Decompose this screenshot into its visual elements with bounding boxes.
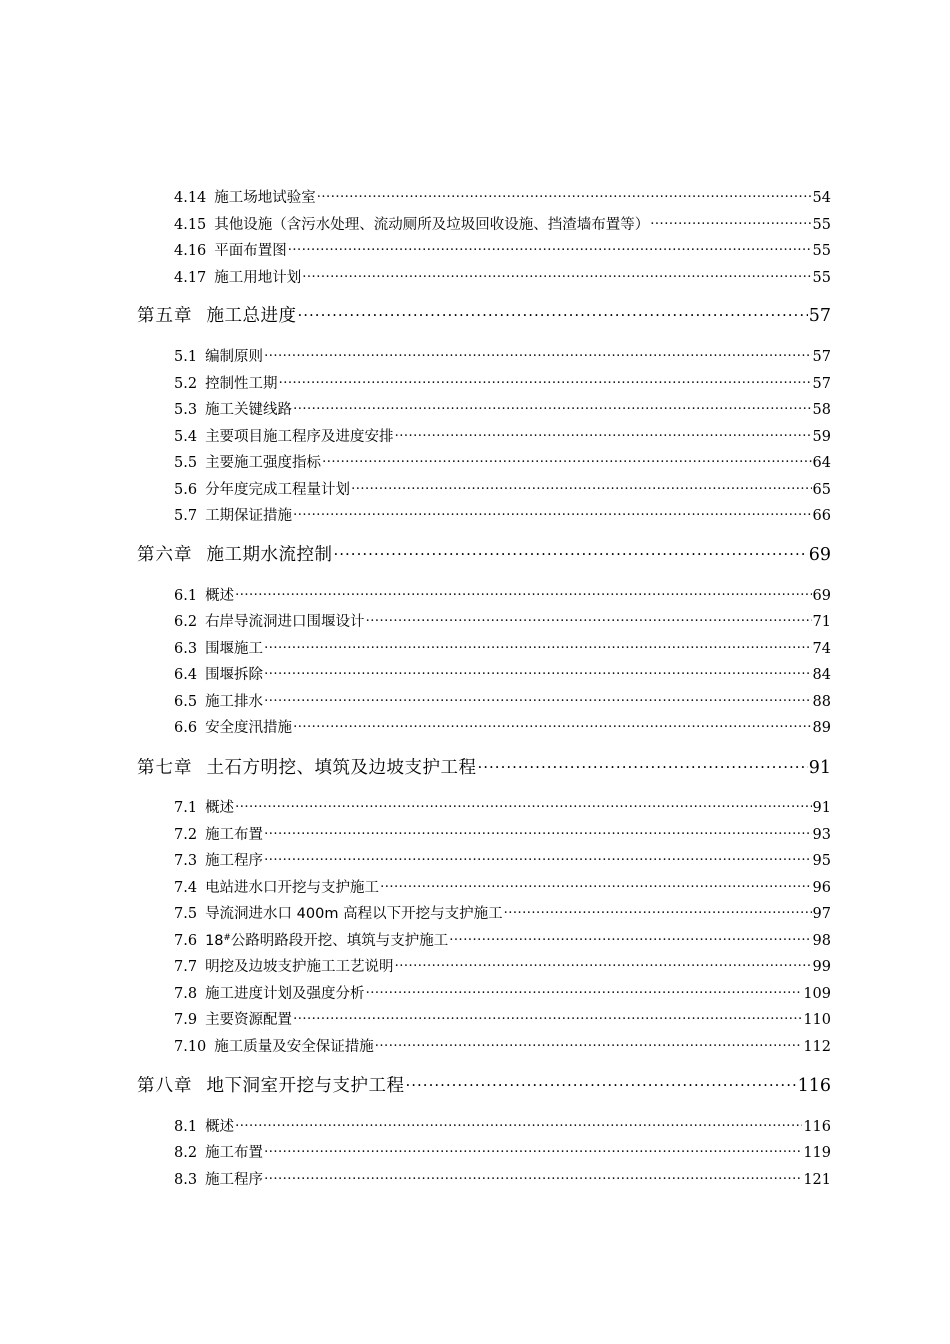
toc-entry[interactable] [174, 213, 831, 234]
toc-entry-title: 分年度完成工程量计划 [205, 482, 351, 498]
dot-leader [293, 718, 811, 733]
toc-entry-number: 4.16 [174, 243, 207, 259]
dot-leader [478, 756, 808, 774]
toc-entry-number: 7.3 [174, 853, 198, 869]
toc-entry[interactable] [174, 929, 831, 950]
toc-entry-title: 导流洞进水口 400m 高程以下开挖与支护施工 [205, 906, 503, 922]
toc-entry-number: 8.1 [174, 1119, 198, 1135]
toc-entry-title: 电站进水口开挖与支护施工 [205, 880, 380, 896]
toc-entry-page: 97 [812, 906, 831, 922]
toc-entry-page: 57 [812, 376, 831, 392]
chapter-title: 施工期水流控制 [206, 545, 333, 565]
toc-entry[interactable] [174, 1035, 831, 1056]
toc-entry-page: 89 [812, 720, 831, 736]
dot-leader [395, 957, 812, 972]
chapter-page: 91 [808, 758, 831, 778]
dot-leader [264, 665, 811, 680]
dot-leader [293, 506, 811, 521]
toc-entry-title: 围堰拆除 [205, 667, 264, 683]
toc-entry-number: 5.6 [174, 482, 198, 498]
toc-entry-title-text: 公路明路段开挖、填筑与支护施工 [230, 933, 449, 949]
toc-entry-title: 施工程序 [205, 1172, 264, 1188]
toc-entry[interactable] [174, 876, 831, 897]
dot-leader [504, 904, 812, 919]
toc-entry-page: 99 [812, 959, 831, 975]
toc-entry-title: 施工用地计划 [214, 270, 302, 286]
toc-entry-number: 6.4 [174, 667, 198, 683]
toc-entry-number: 7.9 [174, 1012, 198, 1028]
toc-entry-page: 71 [812, 614, 831, 630]
toc-entry-page: 95 [812, 853, 831, 869]
toc-entry[interactable] [174, 584, 831, 605]
toc-entry-title: 施工质量及安全保证措施 [214, 1039, 374, 1055]
dot-leader [650, 215, 811, 230]
toc-entry[interactable] [174, 266, 831, 287]
toc-entry-number: 7.7 [174, 959, 198, 975]
toc-entry-number: 4.15 [174, 217, 207, 233]
toc-entry[interactable] [174, 716, 831, 737]
toc-entry-page: 69 [812, 588, 831, 604]
toc-entry-page: 116 [803, 1119, 831, 1135]
toc-entry[interactable] [174, 690, 831, 711]
dot-leader [235, 1117, 802, 1132]
chapter-title: 土石方明挖、填筑及边坡支护工程 [206, 758, 477, 778]
toc-entry[interactable] [174, 1141, 831, 1162]
toc-entry-title: 主要施工强度指标 [205, 455, 322, 471]
toc-entry-number: 7.2 [174, 827, 198, 843]
chapter-title: 施工总进度 [206, 306, 297, 326]
toc-entry-number: 5.3 [174, 402, 198, 418]
dot-leader [334, 543, 808, 561]
toc-entry-number: 7.5 [174, 906, 198, 922]
toc-entry[interactable] [174, 451, 831, 472]
toc-entry-page: 64 [812, 455, 831, 471]
toc-entry-number: 6.6 [174, 720, 198, 736]
dot-leader [395, 427, 812, 442]
toc-entry-title [205, 929, 448, 950]
toc-entry-title: 工期保证措施 [205, 508, 293, 524]
toc-entry-number: 8.3 [174, 1172, 198, 1188]
toc-entry-number: 5.2 [174, 376, 198, 392]
toc-entry-title: 其他设施（含污水处理、流动厕所及垃圾回收设施、挡渣墙布置等） [214, 217, 650, 233]
toc-entry-number: 7.8 [174, 986, 198, 1002]
toc-entry-number: 8.2 [174, 1145, 198, 1161]
toc-entry[interactable] [174, 239, 831, 260]
toc-entry-title: 编制原则 [205, 349, 264, 365]
dot-leader [449, 931, 811, 946]
toc-entry[interactable] [174, 398, 831, 419]
chapter-page: 57 [808, 306, 831, 326]
toc-entry-page: 112 [803, 1039, 831, 1055]
dot-leader [235, 798, 811, 813]
toc-entry-page: 96 [812, 880, 831, 896]
toc-entry[interactable] [174, 610, 831, 631]
chapter-page: 116 [797, 1076, 831, 1096]
toc-entry-title: 施工场地试验室 [214, 190, 316, 206]
toc-entry-page: 84 [812, 667, 831, 683]
toc-entry-title: 主要项目施工程序及进度安排 [205, 429, 394, 445]
dot-leader [302, 268, 811, 283]
toc-chapter[interactable] [137, 302, 831, 327]
dot-leader [298, 304, 808, 322]
toc-chapter[interactable] [137, 1072, 831, 1097]
toc-entry-title: 施工关键线路 [205, 402, 293, 418]
toc-entry-number: 4.14 [174, 190, 207, 206]
toc-entry-number: 6.3 [174, 641, 198, 657]
toc-entry-number: 6.5 [174, 694, 198, 710]
toc-entry[interactable] [174, 796, 831, 817]
chapter-page: 69 [808, 545, 831, 565]
dot-leader [293, 1010, 802, 1025]
toc-entry[interactable] [174, 1115, 831, 1136]
toc-entry-page: 91 [812, 800, 831, 816]
dot-leader [406, 1074, 797, 1092]
toc-entry-page: 98 [812, 933, 831, 949]
dot-leader [380, 878, 811, 893]
dot-leader [288, 241, 812, 256]
toc-entry-page: 65 [812, 482, 831, 498]
dot-leader [279, 374, 812, 389]
toc-entry[interactable] [174, 663, 831, 684]
toc-entry-number: 7.4 [174, 880, 198, 896]
toc-entry-page: 109 [803, 986, 831, 1002]
toc-entry-number: 4.17 [174, 270, 207, 286]
toc-chapter[interactable] [137, 754, 831, 779]
toc-entry-page: 55 [812, 243, 831, 259]
dot-leader [351, 480, 811, 495]
toc-entry[interactable] [174, 425, 831, 446]
dot-leader [264, 825, 811, 840]
chapter-title: 地下洞室开挖与支护工程 [206, 1076, 405, 1096]
road-number: 18 [205, 933, 224, 949]
toc-entry-title: 平面布置图 [214, 243, 287, 259]
dot-leader [264, 1170, 802, 1185]
chapter-number: 第七章 [137, 758, 193, 778]
toc-entry[interactable] [174, 1168, 831, 1189]
dot-leader [293, 400, 811, 415]
toc-entry-title: 主要资源配置 [205, 1012, 293, 1028]
toc-entry-page: 66 [812, 508, 831, 524]
toc-entry-title: 施工排水 [205, 694, 264, 710]
dot-leader [375, 1037, 803, 1052]
chapter-number: 第六章 [137, 545, 193, 565]
chapter-number: 第五章 [137, 306, 193, 326]
toc-entry[interactable] [174, 902, 831, 923]
road-number-mark: # [223, 933, 231, 944]
toc-entry-page: 57 [812, 349, 831, 365]
toc-entry[interactable] [174, 1008, 831, 1029]
toc-entry-page: 93 [812, 827, 831, 843]
toc-entry-title: 控制性工期 [205, 376, 278, 392]
dot-leader [317, 188, 812, 203]
toc-entry-page: 110 [803, 1012, 831, 1028]
toc-entry-title: 右岸导流洞进口围堰设计 [205, 614, 365, 630]
toc-entry-title: 施工进度计划及强度分析 [205, 986, 365, 1002]
toc-entry[interactable] [174, 345, 831, 366]
dot-leader [264, 347, 811, 362]
toc-entry-page: 55 [812, 217, 831, 233]
toc-entry-title: 明挖及边坡支护施工工艺说明 [205, 959, 394, 975]
toc-entry[interactable] [174, 982, 831, 1003]
toc-entry-page: 54 [812, 190, 831, 206]
toc-entry-title: 安全度汛措施 [205, 720, 293, 736]
toc-entry-number: 5.4 [174, 429, 198, 445]
dot-leader [264, 692, 811, 707]
chapter-number: 第八章 [137, 1076, 193, 1096]
toc-entry-title: 概述 [205, 800, 235, 816]
toc-entry-page: 59 [812, 429, 831, 445]
toc-entry-title: 施工程序 [205, 853, 264, 869]
toc-entry-title: 概述 [205, 1119, 235, 1135]
dot-leader [264, 639, 811, 654]
toc-entry-page: 119 [803, 1145, 831, 1161]
toc-entry[interactable] [174, 849, 831, 870]
toc-entry-page: 88 [812, 694, 831, 710]
toc-entry[interactable] [174, 955, 831, 976]
dot-leader [366, 984, 803, 999]
toc-entry-page: 55 [812, 270, 831, 286]
toc-entry-number: 6.2 [174, 614, 198, 630]
dot-leader [235, 586, 811, 601]
toc-entry-title: 概述 [205, 588, 235, 604]
toc-entry-number: 7.10 [174, 1039, 207, 1055]
toc-entry[interactable] [174, 372, 831, 393]
toc-entry-title: 施工布置 [205, 1145, 264, 1161]
toc-entry-number: 5.1 [174, 349, 198, 365]
dot-leader [264, 851, 811, 866]
dot-leader [322, 453, 811, 468]
toc-entry-number: 5.5 [174, 455, 198, 471]
toc-entry-title: 施工布置 [205, 827, 264, 843]
dot-leader [366, 612, 812, 627]
toc-entry[interactable] [174, 823, 831, 844]
toc-entry-number: 5.7 [174, 508, 198, 524]
dot-leader [264, 1143, 802, 1158]
toc-entry-page: 74 [812, 641, 831, 657]
toc-entry-title: 围堰施工 [205, 641, 264, 657]
toc-entry-number: 7.6 [174, 933, 198, 949]
toc-entry[interactable] [174, 504, 831, 525]
toc-entry-number: 7.1 [174, 800, 198, 816]
toc-entry-page: 121 [803, 1172, 831, 1188]
toc-entry[interactable] [174, 637, 831, 658]
toc-entry-page: 58 [812, 402, 831, 418]
toc-entry[interactable] [174, 186, 831, 207]
toc-entry-number: 6.1 [174, 588, 198, 604]
toc-chapter[interactable] [137, 541, 831, 566]
toc-entry[interactable] [174, 478, 831, 499]
